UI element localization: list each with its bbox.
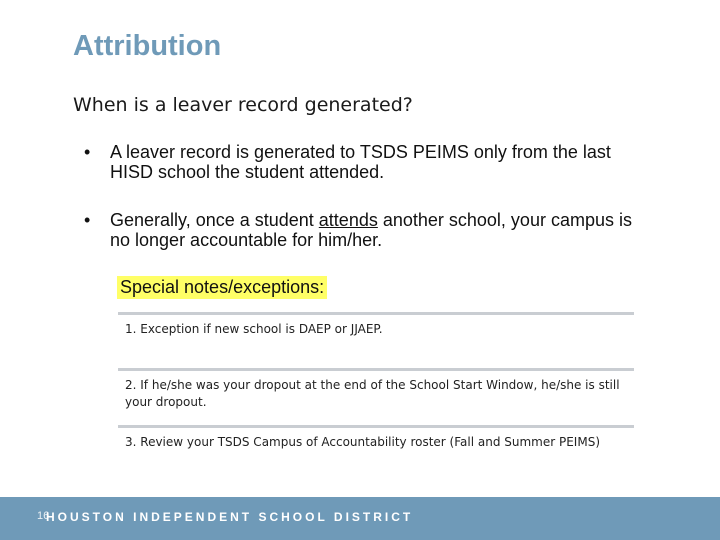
bullet-text-start: Generally, once a student [110, 210, 319, 230]
org-name: HOUSTON INDEPENDENT SCHOOL DISTRICT [46, 510, 414, 524]
notes-heading: Special notes/exceptions: [117, 276, 327, 299]
bullet-text: A leaver record is generated to TSDS PEIMS only from the last HISD school the student attended. [110, 142, 611, 182]
notes-list [118, 312, 634, 494]
bullet-dot-icon: • [84, 142, 91, 162]
bullet-list [84, 142, 644, 250]
bullet-dot-icon: • [84, 210, 91, 230]
bullet-text-end: another school, your campus is no longer accountable for him/her. [110, 210, 632, 250]
slide-subtitle: When is a leaver record generated? [73, 94, 413, 116]
slide-title: Attribution [73, 30, 222, 62]
page-number: 16 [37, 510, 50, 522]
underlined-word: attends [318, 210, 378, 230]
bullet-item [84, 142, 644, 182]
note-item: 1. Exception if new school is DAEP or JJAEP. [118, 312, 634, 368]
footer-bar [0, 497, 720, 540]
note-item: 2. If he/she was your dropout at the end of the School Start Window, he/she is still your dropout. [118, 368, 634, 425]
note-item: 3. Review your TSDS Campus of Accountability roster (Fall and Summer PEIMS) [118, 425, 634, 494]
bullet-text [110, 210, 644, 250]
bullet-item [84, 210, 644, 250]
